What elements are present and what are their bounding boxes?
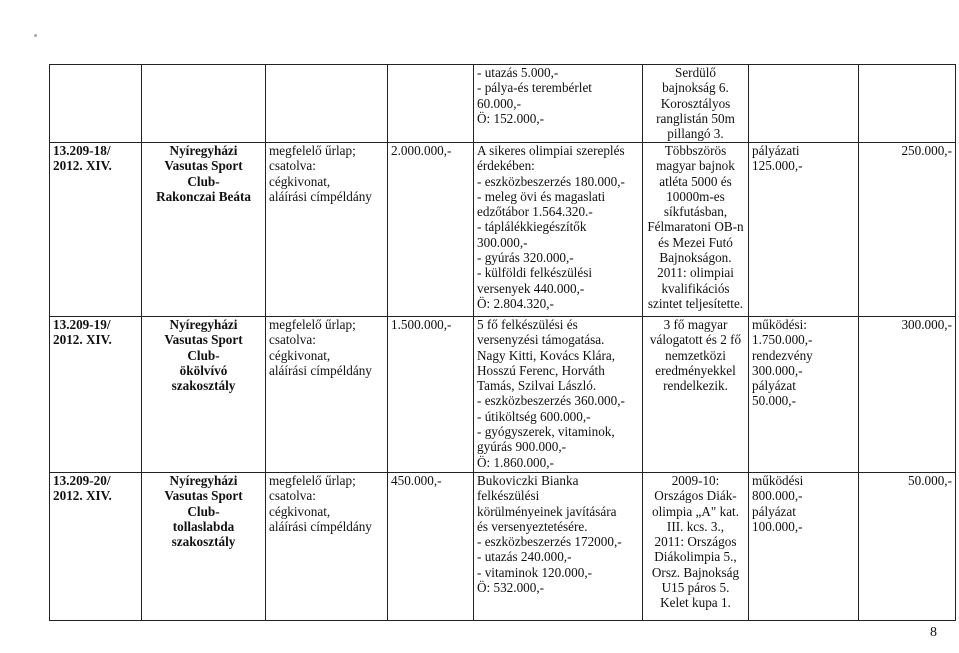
cell-line: Bajnokságon. (659, 250, 732, 266)
table-row (50, 143, 956, 317)
cell-line: Club- (187, 347, 220, 363)
cell-line: 1.500.000,- (391, 317, 452, 332)
applicant-cell (142, 143, 266, 317)
cell-line: 250.000,- (901, 143, 952, 158)
cell-line: 300.000,- (901, 317, 952, 332)
table-body (50, 65, 956, 621)
cell-line: pályázat (752, 503, 796, 519)
cell-line: magyar bajnok (656, 158, 735, 174)
cell-line: cégkivonat, (269, 347, 331, 363)
cell-line: tollaslabda (172, 518, 235, 534)
cell-line: 13.209-19/ (53, 317, 111, 332)
cell-line: Korosztályos (660, 95, 731, 111)
applicant-cell (142, 65, 266, 143)
cell-line: 100.000,- (752, 518, 803, 534)
cell-line: szakosztály (171, 378, 236, 394)
cell-line: Vasutas Sport (164, 488, 243, 504)
results-cell (643, 473, 749, 621)
requested-amount-cell (388, 143, 474, 317)
cell-line: Nagy Kitti, Kovács Klára, (477, 347, 616, 363)
documents-cell (266, 317, 388, 473)
grant-table (49, 64, 956, 621)
cell-line: - eszközbeszerzés 360.000,- (477, 393, 625, 409)
purpose-cell (474, 317, 643, 473)
cell-line: rendelkezik. (663, 378, 728, 394)
cell-line: - utazás 240.000,- (477, 549, 572, 565)
cell-line: 13.209-20/ (53, 473, 111, 488)
cell-line: Bukoviczki Bianka (477, 473, 579, 488)
cell-line: Ö: 1.860.000,- (477, 454, 554, 470)
cell-line: 60.000,- (477, 95, 521, 111)
cell-line: Vasutas Sport (164, 158, 243, 174)
cell-line: aláírási címpéldány (269, 518, 372, 534)
prior-funding-cell (749, 143, 859, 317)
cell-line: 450.000,- (391, 473, 442, 488)
awarded-amount-cell (859, 473, 956, 621)
cell-line: - táplálékkiegészítők (477, 219, 587, 235)
requested-amount-cell (388, 317, 474, 473)
cell-line: pillangó 3. (667, 126, 724, 142)
requested-amount-cell (388, 473, 474, 621)
cell-line: Többszörös (664, 143, 727, 158)
purpose-cell (474, 143, 643, 317)
cell-line: 3 fő magyar (663, 317, 728, 332)
cell-line: 2.000.000,- (391, 143, 452, 158)
prior-funding-cell (749, 317, 859, 473)
case-number-cell (50, 317, 142, 473)
cell-line: - külföldi felkészülési (477, 265, 592, 281)
cell-line: versenyek 440.000,- (477, 280, 585, 296)
cell-line: Vasutas Sport (164, 332, 243, 348)
cell-line: szintet teljesítette. (647, 295, 744, 311)
cell-line: megfelelő űrlap; (269, 317, 356, 332)
cell-line: Rakonczai Beáta (156, 188, 251, 204)
cell-line: 300.000,- (477, 234, 528, 250)
results-cell (643, 65, 749, 143)
cell-line: megfelelő űrlap; (269, 473, 356, 488)
cell-line: 13.209-18/ (53, 143, 111, 158)
cell-line: pályázati (752, 143, 800, 158)
cell-line: A sikeres olimpiai szereplés (477, 143, 625, 158)
case-number-cell (50, 473, 142, 621)
awarded-amount-cell (859, 65, 956, 143)
awarded-amount-cell (859, 143, 956, 317)
cell-line: olimpia „A" kat. (651, 503, 740, 519)
prior-funding-cell (749, 65, 859, 143)
cell-line: - utazás 5.000,- (477, 65, 559, 80)
cell-line: felkészülési (477, 488, 540, 504)
case-number-cell (50, 65, 142, 143)
applicant-cell (142, 317, 266, 473)
cell-line: szakosztály (171, 534, 236, 550)
documents-cell (266, 143, 388, 317)
cell-line: Kelet kupa 1. (660, 595, 731, 611)
results-cell (643, 143, 749, 317)
cell-line: Nyíregyházi (169, 473, 238, 488)
cell-line: kvalifikációs (661, 280, 730, 296)
cell-line: - eszközbeszerzés 180.000,- (477, 173, 625, 189)
cell-line: ökölvívó (179, 362, 228, 378)
cell-line: megfelelő űrlap; (269, 143, 356, 158)
cell-line: cégkivonat, (269, 173, 331, 189)
cell-line: válogatott és 2 fő (649, 332, 742, 348)
cell-line: 50.000,- (752, 393, 796, 409)
cell-line: 300.000,- (752, 362, 803, 378)
cell-line: Orsz. Bajnokság (651, 564, 740, 580)
cell-line: U15 páros 5. (661, 580, 730, 596)
cell-line: nemzetközi (665, 347, 726, 363)
page-number: 8 (930, 625, 937, 640)
cell-line: Ö: 2.804.320,- (477, 295, 554, 311)
cell-line: Ö: 152.000,- (477, 110, 545, 126)
documents-cell (266, 473, 388, 621)
cell-line: Ö: 532.000,- (477, 580, 545, 596)
prior-funding-cell (749, 473, 859, 621)
cell-line: - eszközbeszerzés 172000,- (477, 534, 622, 550)
cell-line: Serdülő (674, 65, 717, 80)
cell-line: gyúrás 900.000,- (477, 439, 567, 455)
results-cell (643, 317, 749, 473)
cell-line: - gyógyszerek, vitaminok, (477, 424, 615, 440)
cell-line: 125.000,- (752, 158, 803, 174)
cell-line: 2011: olimpiai (657, 265, 734, 281)
cell-line: 50.000,- (908, 473, 952, 488)
cell-line: 2011: Országos (654, 534, 737, 550)
cell-line: III. kcs. 3., (666, 518, 725, 534)
cell-line: eredményekkel (655, 362, 736, 378)
cell-line: - pálya-és terembérlet (477, 80, 592, 96)
cell-line: csatolva: (269, 158, 316, 174)
cell-line: - gyúrás 320.000,- (477, 250, 574, 266)
cell-line: versenyzési támogatása. (477, 332, 605, 348)
scan-speck (34, 34, 37, 37)
cell-line: 5 fő felkészülési és (477, 317, 578, 332)
cell-line: működési: (752, 317, 807, 332)
cell-line: Nyíregyházi (169, 143, 238, 158)
cell-line: csatolva: (269, 488, 316, 504)
cell-line: Nyíregyházi (169, 317, 238, 332)
documents-cell (266, 65, 388, 143)
cell-line: Tamás, Szilvai László. (477, 378, 597, 394)
cell-line: és versenyeztetésére. (477, 518, 588, 534)
cell-line: Diákolimpia 5., (654, 549, 737, 565)
cell-line: edzőtábor 1.564.320.- (477, 204, 593, 220)
cell-line: körülményeinek javítására (477, 503, 617, 519)
requested-amount-cell (388, 65, 474, 143)
cell-line: 1.750.000,- (752, 332, 813, 348)
cell-line: 800.000,- (752, 488, 803, 504)
applicant-cell (142, 473, 266, 621)
case-number-cell (50, 143, 142, 317)
cell-line: cégkivonat, (269, 503, 331, 519)
cell-line: ranglistán 50m (656, 110, 735, 126)
table-row (50, 473, 956, 621)
table-row (50, 317, 956, 473)
cell-line: Club- (187, 503, 220, 519)
cell-line: atléta 5000 és (659, 173, 732, 189)
cell-line: - útiköltség 600.000,- (477, 408, 591, 424)
cell-line: aláírási címpéldány (269, 362, 372, 378)
cell-line: pályázat (752, 378, 796, 394)
cell-line: 2012. XIV. (53, 332, 112, 348)
cell-line: érdekében: (477, 158, 535, 174)
cell-line: 2012. XIV. (53, 488, 112, 504)
cell-line: 10000m-es (666, 188, 725, 204)
cell-line: - vitaminok 120.000,- (477, 564, 593, 580)
cell-line: Országos Diák- (654, 488, 737, 504)
purpose-cell (474, 473, 643, 621)
cell-line: - meleg övi és magaslati (477, 188, 606, 204)
cell-line: működési (752, 473, 804, 488)
cell-line: síkfutásban, (663, 204, 728, 220)
cell-line: bajnokság 6. (662, 80, 729, 96)
cell-line: Hosszú Ferenc, Horváth (477, 362, 605, 378)
cell-line: Club- (187, 173, 220, 189)
cell-line: aláírási címpéldány (269, 188, 372, 204)
cell-line: rendezvény (752, 347, 813, 363)
cell-line: 2009-10: (671, 473, 720, 488)
cell-line: Félmaratoni OB-n (647, 219, 744, 235)
cell-line: csatolva: (269, 332, 316, 348)
awarded-amount-cell (859, 317, 956, 473)
purpose-cell (474, 65, 643, 143)
cell-line: 2012. XIV. (53, 158, 112, 174)
cell-line: és Mezei Futó (658, 234, 733, 250)
table-row (50, 65, 956, 143)
